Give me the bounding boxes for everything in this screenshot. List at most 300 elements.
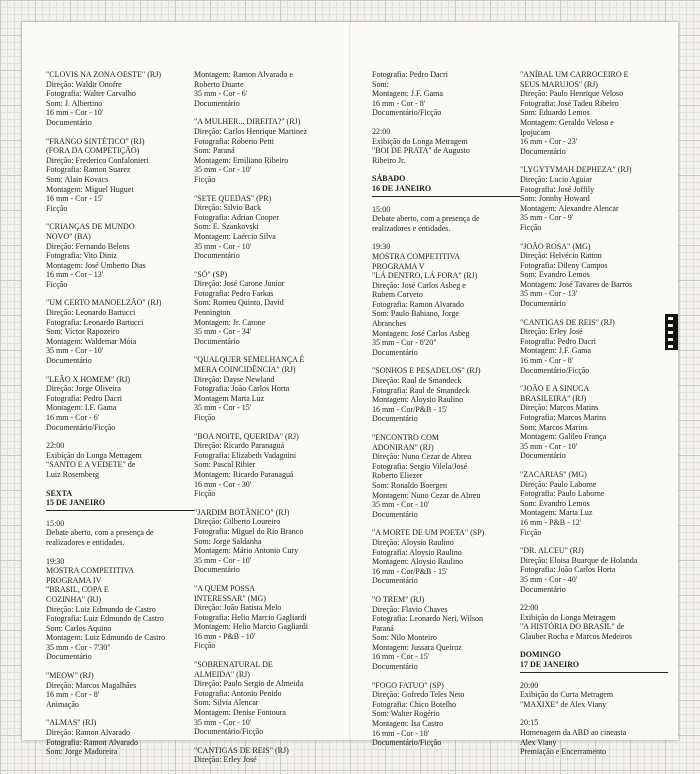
entry-line: 35 mm - Cor - 10'	[372, 500, 430, 510]
entry-line: 19:30	[372, 242, 391, 252]
entry-line: Som: Jonnhy Howard	[520, 194, 590, 204]
entry-line: 16 mm - Cor - 15'	[46, 194, 104, 204]
entry-line: Som: Walter Rogério	[372, 709, 440, 719]
entry-line: 22:00	[46, 441, 65, 451]
entry-line: Ipojucam	[520, 127, 551, 137]
entry-line: 16 mm - Cor - 30'	[194, 479, 252, 489]
entry-line: Montagem: Luiz Edmundo de Castro	[46, 633, 166, 643]
entry-line: Exibição do Curta Metragem	[520, 690, 614, 700]
entry-line: Fotografia: Raul de Smandeck	[372, 385, 470, 395]
entry-line: 16 mm - P&B - 12'	[520, 517, 582, 527]
program-entry	[520, 718, 670, 756]
entry-line: "UM CERTO MANOELZÃO" (RJ)	[46, 298, 162, 308]
entry-line: Animação	[46, 699, 79, 709]
entry-line: Documentário/Ficção	[520, 365, 590, 375]
entry-line: Documentário	[372, 509, 418, 519]
entry-line: Direção: João Batista Melo	[194, 603, 282, 613]
entry-line: Ficção	[46, 203, 68, 213]
entry-line: 16 mm - Cor/P&B - 15'	[372, 566, 448, 576]
program-entry	[46, 718, 196, 756]
entry-line: "FRANGO SINTÉTICO" (RJ)	[46, 136, 145, 146]
entry-line: Documentário/Ficção	[46, 422, 116, 432]
entry-line: Ficção	[194, 641, 216, 651]
entry-line: "BOI DE PRATA" de Augusto	[372, 146, 470, 156]
center-fold	[349, 22, 351, 740]
entry-line: Documentário	[194, 98, 240, 108]
entry-line: 35 mm - Cor - 9'	[520, 213, 574, 223]
entry-line: 35 mm - Cor - 10'	[46, 346, 104, 356]
entry-line: Direção: Leonardo Bartucci	[46, 308, 136, 318]
entry-line: Direção: Aloysio Raulino	[372, 537, 454, 547]
entry-line: Som: Carlos Aquino	[46, 623, 112, 633]
day-heading	[520, 650, 670, 672]
entry-line: Direção: José Carlos Asbeg e	[372, 280, 466, 290]
entry-line: Som: Nilo Monteiro	[372, 633, 437, 643]
entry-line: Direção: Luiz Edmundo de Castro	[46, 604, 156, 614]
entry-line: 35 mm - Cor - 13'	[520, 289, 578, 299]
entry-line: Fotografia: Helio Marcio Gagliardi	[194, 612, 307, 622]
entry-line: Direção: Eloisa Buarque de Holanda	[520, 555, 638, 565]
entry-line: Som: Silvia Alencar	[194, 698, 259, 708]
entry-line: Som: Alain Kovacs	[46, 174, 109, 184]
entry-line: Montagem: Emiliano Ribeiro	[194, 155, 289, 165]
entry-line: Documentário	[46, 356, 92, 366]
entry-line: Som: J. Albertino	[46, 98, 103, 108]
entry-line: Som: Evandro Lemos	[520, 498, 590, 508]
entry-line: Direção: Ricardo Paranaguá	[194, 441, 285, 451]
entry-line: Fotografia: Pedro Farkas	[194, 288, 274, 298]
entry-line: Som: Jorge Madureira	[46, 747, 118, 757]
entry-line: "CANTIGAS DE REIS" (RJ)	[520, 317, 615, 327]
entry-line: 16 mm - Cor - 23'	[520, 137, 578, 147]
entry-line: Fotografia: Leonardo Neri, Wilson	[372, 614, 484, 624]
entry-line: "A HISTÓRIA DO BRASIL" de	[520, 622, 625, 632]
entry-line: 35 mm - Cor - 7'30"	[46, 642, 111, 652]
entry-line: 16 mm - P&B - 10'	[194, 631, 256, 641]
entry-line: Direção: Flavio Chaves	[372, 604, 448, 614]
entry-line: 35 mm - Cor - 6'	[194, 89, 248, 99]
entry-line: Direção: Silvio Back	[194, 203, 262, 213]
entry-line: Montagem: José Tavares de Barros	[520, 279, 633, 289]
entry-line: NOVO" (BA)	[46, 231, 91, 241]
entry-line: "A QUEM POSSA	[194, 583, 256, 593]
program-entry	[372, 528, 522, 586]
entry-line: "SANTO E A VEDETE" de	[46, 460, 136, 470]
entry-line: 16 mm - Cor - 15'	[372, 652, 430, 662]
entry-line: Montagem: Aloysio Raulino	[372, 557, 464, 567]
entry-line: "A MORTE DE UM POETA" (SP)	[372, 528, 485, 538]
entry-line: "BOA NOITE, QUERIDA" (RJ)	[194, 431, 299, 441]
entry-line: Direção: Gofredo Teles Neto	[372, 690, 465, 700]
entry-line: Som: Pascal Ribier	[194, 460, 256, 470]
entry-line: Direção: Erley José	[194, 755, 257, 765]
program-entry	[194, 355, 344, 422]
entry-line: Direção: Marcos Marins	[520, 403, 599, 413]
entry-line: Debate aberto, com a presença de	[46, 528, 154, 538]
entry-line: 35 mm - Cor - 15'	[194, 403, 252, 413]
entry-line: 35 mm - Cor - 10'	[194, 165, 252, 175]
entry-line: Som: Evandro Lemos	[520, 270, 590, 280]
entry-line: Montagem: Ricardo Paranaguá	[194, 469, 294, 479]
program-entry	[372, 205, 522, 234]
entry-line: Direção: Frederico Confalonieri	[46, 155, 149, 165]
entry-line: realizadores e entidades.	[46, 537, 125, 547]
program-entry	[372, 595, 522, 672]
entry-line: Montagem: Mário Antonio Cury	[194, 546, 299, 556]
entry-line: "MAXIXE" de Alex Viany	[520, 699, 607, 709]
entry-line: Fotografia: José Tadeu Ribeiro	[520, 98, 619, 108]
entry-line: Documentário	[194, 251, 240, 261]
section-rule	[520, 672, 668, 673]
entry-line: "FOGO FATUO" (SP)	[372, 680, 444, 690]
entry-line: Fotografia: Ramon Suarez	[46, 165, 131, 175]
program-entry	[46, 375, 196, 433]
entry-line: "JOÃO ROSA" (MG)	[520, 241, 591, 251]
entry-line: Direção: Waldir Onofre	[46, 79, 122, 89]
entry-line: "QUALQUER SEMELHANÇA É	[194, 355, 305, 365]
entry-line: 16 mm - Cor - 10'	[46, 108, 104, 118]
day-heading	[46, 489, 196, 511]
entry-line: Documentário	[372, 662, 418, 672]
entry-line: Ficção	[194, 413, 216, 422]
entry-line: MOSTRA COMPETITIVA	[46, 566, 135, 576]
entry-line: 16 mm - Cor - 8'	[372, 98, 426, 108]
entry-line: Fotografia: Luiz Edmundo de Castro	[46, 614, 164, 624]
column-4	[520, 70, 670, 766]
entry-line: 19:30	[46, 556, 65, 566]
section-rule	[372, 196, 520, 197]
program-entry	[520, 603, 670, 641]
entry-line: "CLOVIS NA ZONA OESTE" (RJ)	[46, 70, 161, 79]
entry-line: Documentário/Ficção	[372, 108, 442, 118]
program-entry	[46, 222, 196, 289]
program-entry	[372, 127, 522, 165]
entry-line: "CANTIGAS DE REIS" (RJ)	[194, 745, 289, 755]
program-entry	[46, 137, 196, 214]
program-entry	[194, 660, 344, 737]
entry-line: Ficção	[520, 222, 542, 232]
entry-line: Roberto Duarte	[194, 79, 244, 89]
program-entry	[520, 470, 670, 537]
entry-line: Exibição do Longa Metragem	[520, 612, 616, 622]
entry-line: MOSTRA COMPETITIVA	[372, 251, 461, 261]
entry-line: Documentário	[372, 414, 418, 424]
entry-line: Montagem: José Carlos Asbeg	[372, 328, 470, 338]
entry-line: 15 DE JANEIRO	[46, 498, 106, 508]
entry-line: Fotografia: Pedro Dacri	[372, 70, 448, 79]
entry-line: "LYGYTYMAH DEPHEZA" (RJ)	[520, 165, 632, 175]
entry-line: Direção: Nuno Cezar de Abreu	[372, 452, 472, 462]
entry-line: Direção: Lucio Aguiar	[520, 174, 592, 184]
entry-line: Paraná	[372, 623, 394, 633]
entry-line: Ficção	[46, 279, 68, 289]
entry-line: 35 mm - Cor - 10'	[194, 717, 252, 727]
entry-line: Fotografia: Pedro Dacri	[520, 336, 596, 346]
entry-line: "SONHOS E PESADELOS" (RJ)	[372, 366, 481, 376]
entry-line: Documentário	[520, 584, 566, 594]
entry-line: Som: Jorge Saldanha	[194, 536, 262, 546]
program-entry	[520, 318, 670, 376]
entry-line: Direção: Paulo Sergio de Almeida	[194, 679, 304, 689]
entry-line: "LEÃO X HOMEM" (RJ)	[46, 374, 131, 384]
entry-line: Montagem: Nuno Cezar de Abreu	[372, 490, 481, 500]
entry-line: Montagem: J.F. Gama	[520, 346, 591, 356]
entry-line: Montagem: José Umberto Dias	[46, 260, 146, 270]
entry-line: Direção: Erley José	[520, 327, 583, 337]
entry-line: Montagem Marta Luz	[194, 393, 265, 403]
entry-line: PROGRAMA IV	[46, 575, 102, 585]
entry-line: Direção: Jorge Oliveira	[46, 384, 121, 394]
entry-line: 20:15	[520, 718, 539, 728]
entry-line: Montagem: Ramon Alvarado e	[194, 70, 293, 79]
entry-line: Fotografia: Walter Carvalho	[46, 89, 136, 99]
entry-line: "LÁ DENTRO, LÁ FORA" (RJ)	[372, 271, 478, 281]
entry-line: Exibição do Longa Metragem	[372, 136, 468, 146]
entry-line: MERA COINCIDÊNCIA" (RJ)	[194, 365, 296, 375]
entry-line: Fotografia: Miguel do Rio Branco	[194, 526, 304, 536]
entry-line: Documentário	[194, 565, 240, 575]
entry-line: Homenagem da ABD ao cineasta	[520, 728, 627, 738]
entry-line: SEXTA	[46, 488, 73, 498]
entry-line: Fotografia: João Carlos Horta	[194, 384, 290, 394]
program-entry	[46, 557, 196, 663]
entry-line: 15:00	[372, 204, 391, 214]
entry-line: Fotografia: Antonio Penido	[194, 688, 282, 698]
program-entry	[372, 70, 522, 118]
entry-line: "JOÃO E A SINUCA	[520, 384, 590, 394]
entry-line: Glauber Rocha e Marcos Medeiros	[520, 631, 632, 641]
entry-line: "ALMAS" (RJ)	[46, 718, 97, 728]
entry-line: (FORA DA COMPETIÇÃO)	[46, 146, 140, 156]
entry-line: realizadores e entidades.	[372, 223, 451, 233]
entry-line: "SOBRENATURAL DE	[194, 660, 273, 670]
program-entry	[194, 270, 344, 347]
program-entry	[194, 508, 344, 575]
entry-line: Som:	[372, 79, 389, 89]
entry-line: Ficção	[520, 527, 542, 537]
program-entry	[372, 681, 522, 748]
program-entry	[194, 746, 344, 765]
entry-line: Som: Victor Rapozeiro	[46, 327, 120, 337]
entry-line: Montagem: Alexandre Alencar	[520, 203, 619, 213]
program-entry	[46, 671, 196, 709]
entry-line: Montagem: Isa Castro	[372, 719, 444, 729]
program-entry	[520, 165, 670, 232]
entry-line: Direção: Paulo Laborne	[520, 479, 597, 489]
program-entry	[520, 681, 670, 710]
entry-line: Som: Paraná	[194, 146, 235, 156]
entry-line: "JARDIM BOTÂNICO" (RJ)	[194, 507, 290, 517]
entry-line: Rubem Corveto	[372, 290, 423, 300]
day-heading	[372, 174, 522, 196]
program-entry	[194, 117, 344, 184]
entry-line: Direção: Helvécio Ratton	[520, 251, 602, 261]
entry-line: Montagem: I.F. Gama	[46, 403, 117, 413]
entry-line: Montagem: Marta Luz	[520, 508, 593, 518]
entry-line: Fotografia: Roberto Petti	[194, 136, 274, 146]
entry-line: Exibição do Longa Metragem	[46, 450, 142, 460]
entry-line: 35 mm - Cor - 34'	[194, 327, 252, 337]
entry-line: COZINHA" (RJ)	[46, 594, 102, 604]
entry-line: 35 mm - Cor - 10'	[520, 441, 578, 451]
entry-line: Direção: Carlos Henrique Martinez	[194, 126, 308, 136]
film-strip-icon	[665, 314, 678, 350]
program-entry	[194, 584, 344, 651]
entry-line: Direção: Ramon Alvarado	[46, 728, 130, 738]
entry-line: Fotografia: José Joffily	[520, 184, 595, 194]
program-entry	[194, 70, 344, 108]
entry-line: 35 mm - Cor - 8'20"	[372, 338, 437, 348]
entry-line: "BRASIL, COPA E	[46, 585, 109, 595]
entry-line: 16 DE JANEIRO	[372, 183, 432, 193]
column-3	[372, 70, 522, 757]
program-entry	[46, 298, 196, 365]
entry-line: Som: Eduardo Lemos	[520, 108, 590, 118]
entry-line: Alex Viany	[520, 737, 557, 747]
entry-line: Direção: Paulo Henrique Veloso	[520, 89, 624, 99]
entry-line: Montagem: Laércio Silva	[194, 231, 276, 241]
entry-line: "SETE QUEDAS" (PR)	[194, 193, 272, 203]
entry-line: 16 mm - Cor - 8'	[46, 690, 100, 700]
entry-line: 15:00	[46, 518, 65, 528]
program-entry	[520, 70, 670, 156]
entry-line: Documentário	[372, 576, 418, 586]
program-entry	[46, 441, 196, 479]
program-entry	[46, 519, 196, 548]
entry-line: Luiz Rosemberg	[46, 469, 99, 479]
section-rule	[46, 510, 194, 511]
entry-line: Fotografia: Ramon Alvarado	[372, 299, 464, 309]
entry-line: Fotografia: Pedro Dacri	[46, 393, 122, 403]
entry-line: 22:00	[520, 603, 539, 613]
entry-line: "ANÍBAL UM CARROCEIRO E	[520, 70, 629, 79]
entry-line: Premiação e Encerramento	[520, 747, 607, 757]
entry-line: Documentário	[520, 299, 566, 309]
entry-line: Montagem: Galileo França	[520, 432, 607, 442]
program-entry	[46, 70, 196, 128]
entry-line: Fotografia: João Carlos Horta	[520, 565, 616, 575]
entry-line: Fotografia: Elizabeth Vadagnini	[194, 450, 297, 460]
entry-line: BRASILEIRA" (RJ)	[520, 393, 587, 403]
entry-line: 16 mm - Cor - 18'	[372, 728, 430, 738]
entry-line: Montagem: Denise Fontoura	[194, 708, 286, 718]
entry-line: Debate aberto, com a presença de	[372, 214, 480, 224]
entry-line: Fotografia: Leonardo Bartucci	[46, 317, 144, 327]
entry-line: Roberto Eliezer	[372, 471, 423, 481]
entry-line: 35 mm - Cor - 10'	[194, 555, 252, 565]
entry-line: Direção: Gilberto Loureiro	[194, 517, 281, 527]
entry-line: 16 mm - Cor - 13'	[46, 270, 104, 280]
entry-line: Documentário	[372, 347, 418, 357]
program-page	[22, 22, 678, 765]
entry-line: Direção: Dayse Newland	[194, 374, 275, 384]
entry-line: Direção: Raul de Smandeck	[372, 376, 462, 386]
entry-line: Fotografia: Sergio Vilela/José	[372, 461, 468, 471]
program-entry	[520, 242, 670, 309]
entry-line: Documentário	[520, 451, 566, 461]
entry-line: "ENCONTRO COM	[372, 433, 440, 442]
entry-line: Som: E. Szankovski	[194, 222, 259, 232]
entry-line: Montagem: Jr. Carone	[194, 317, 266, 327]
entry-line: "ZACARIAS" (MG)	[520, 469, 587, 479]
entry-line: 16 mm - Cor - 6'	[46, 413, 100, 422]
entry-line: Som: Romeu Quinto, David	[194, 298, 284, 308]
program-entry	[372, 366, 522, 424]
program-entry	[372, 433, 522, 519]
entry-line: Fotografia: Dileny Campos	[520, 260, 608, 270]
entry-line: Documentário	[46, 117, 92, 127]
entry-line: Fotografia: Vito Diniz	[46, 251, 117, 261]
column-2	[194, 70, 344, 774]
entry-line: Montagem: Waldemar Móia	[46, 336, 137, 346]
entry-line: Fotografia: Ramon Alvarado	[46, 737, 138, 747]
entry-line: ADONIRAN" (RJ)	[372, 442, 434, 452]
entry-line: Documentário/Ficção	[372, 738, 442, 748]
entry-line: 22:00	[372, 126, 391, 136]
entry-line: Montagem: Miguel Huguet	[46, 184, 134, 194]
entry-line: Direção: José Carone Junior	[194, 279, 285, 289]
entry-line: "SÓ" (SP)	[194, 269, 227, 279]
entry-line: INTERESSAR" (MG)	[194, 593, 266, 603]
entry-line: Montagem: Helio Marcio Gagliardi	[194, 622, 308, 632]
entry-line: PROGRAMA V	[372, 261, 425, 271]
column-1	[46, 70, 196, 766]
entry-line: Ficção	[194, 174, 216, 184]
entry-line: Documentário	[520, 146, 566, 156]
entry-line: 35 mm - Cor - 10'	[194, 241, 252, 251]
entry-line: Fotografia: Adrian Cooper	[194, 212, 279, 222]
entry-line: Direção: Marcos Magalhães	[46, 680, 137, 690]
entry-line: SEUS MARUJOS" (RJ)	[520, 79, 598, 89]
entry-line: Pennington	[194, 308, 231, 318]
entry-line: 35 mm - Cor - 40'	[520, 574, 578, 584]
entry-line: ALMEIDA" (RJ)	[194, 669, 250, 679]
program-entry	[194, 194, 344, 261]
entry-line: Montagem: Geraldo Veloso e	[520, 117, 614, 127]
entry-line: Som: Paulo Bahiano, Jorge	[372, 309, 459, 319]
entry-line: 16 mm - Cor - 8'	[520, 356, 574, 366]
entry-line: Fotografia: Paulo Laborne	[520, 489, 605, 499]
program-entry	[194, 432, 344, 499]
entry-line: Documentário	[194, 336, 240, 346]
entry-line: SÁBADO	[372, 174, 406, 184]
entry-line: "MEOW" (RJ)	[46, 671, 94, 681]
entry-line: "A MULHER... DIREITA?" (RJ)	[194, 117, 301, 127]
entry-line: Abranches	[372, 319, 407, 329]
entry-line: Montagem: Jussara Queiroz	[372, 642, 462, 652]
entry-line: Documentário	[46, 652, 92, 662]
entry-line: Direção: Fernando Belens	[46, 241, 130, 251]
entry-line: "O TREM" (RJ)	[372, 594, 425, 604]
entry-line: Fotografia: Aloysio Raulino	[372, 547, 462, 557]
entry-line: 17 DE JANEIRO	[520, 660, 580, 670]
entry-line: DOMINGO	[520, 650, 561, 660]
entry-line: Documentário/Ficção	[194, 727, 264, 737]
entry-line: 20:00	[520, 680, 539, 690]
entry-line: "CRIANÇAS DE MUNDO	[46, 222, 135, 232]
entry-line: Som: Marcos Marins	[520, 422, 588, 432]
entry-line: Ficção	[194, 489, 216, 499]
program-entry	[520, 546, 670, 594]
entry-line: "DR. ALCEU" (RJ)	[520, 546, 584, 556]
entry-line: Fotografia: Marcos Marins	[520, 413, 607, 422]
entry-line: Ribeiro Jr.	[372, 155, 406, 165]
entry-line: Som: Ronaldo Boergen	[372, 480, 447, 490]
entry-line: Montagem: Aloysio Raulino	[372, 395, 464, 405]
entry-line: 16 mm - Cor/P&B - 15'	[372, 404, 448, 414]
entry-line: Fotografia: Chico Botelho	[372, 699, 456, 709]
entry-line: Montagem: J.F. Gama	[372, 89, 443, 99]
